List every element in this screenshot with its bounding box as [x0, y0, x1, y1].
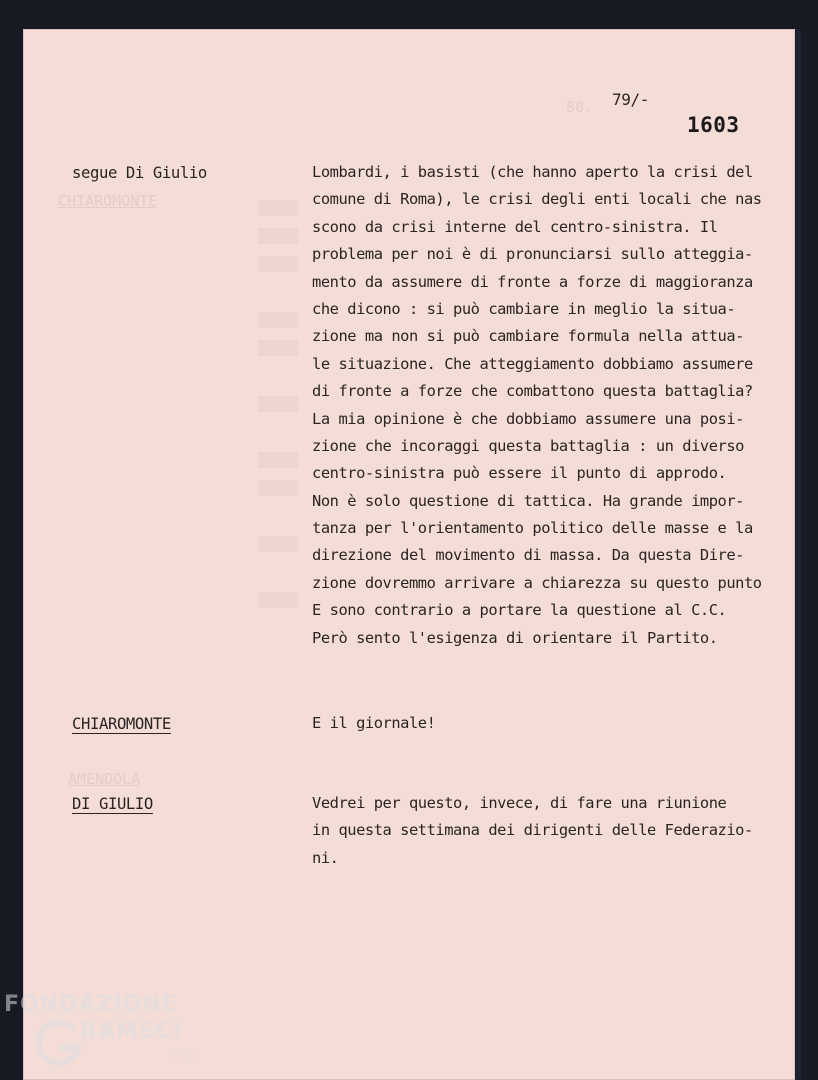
speaker-label: DI GIULIO [72, 795, 153, 813]
text-line: tanza per l'orientamento politico delle masse e la [312, 519, 753, 538]
text-line: E sono contrario a portare la questione al C.C. [312, 601, 727, 620]
speech-text [312, 790, 753, 872]
text-line: le situazione. Che atteggiamento dobbiamo assumere [312, 354, 753, 373]
speaker-label: CHIAROMONTE [72, 715, 171, 733]
text-line: scono da crisi interne del centro-sinistra. Il [312, 217, 718, 236]
speaker-label: segue Di Giulio [72, 164, 207, 182]
text-line: E il giornale! [312, 714, 436, 732]
fondazione-gramsci-watermark [4, 992, 204, 1072]
show-through-heading-2: AMENDOLA [68, 770, 141, 788]
gramsci-g-logo-icon [34, 1018, 84, 1068]
watermark-line-2: RAMSCI [80, 1019, 183, 1044]
show-through-mark [258, 340, 298, 356]
show-through-mark [258, 256, 298, 272]
show-through-number: 80. [566, 98, 594, 116]
show-through-mark [258, 592, 298, 608]
text-line: La mia opinione è che dobbiamo assumere una posi- [312, 409, 744, 428]
text-line: comune di Roma), le crisi degli enti locali che nas [312, 190, 762, 209]
show-through-mark [258, 228, 298, 244]
text-line: zione ma non si può cambiare formula nella attua- [312, 327, 744, 346]
text-line: ni. [312, 848, 339, 867]
text-line: zione che incoraggi questa battaglia : un diverso [312, 436, 744, 455]
text-line: mento da assumere di fronte a forze di maggioranza [312, 272, 753, 291]
watermark-suffix: Onlus [168, 1050, 194, 1060]
speech-text [312, 159, 762, 652]
archive-stamp-number: 1603 [687, 113, 740, 137]
text-line: Vedrei per questo, invece, di fare una riunione [312, 794, 727, 812]
show-through-mark [258, 536, 298, 552]
text-line: di fronte a forze che combattono questa battaglia? [312, 382, 753, 401]
text-line: che dicono : si può cambiare in meglio la situa- [312, 299, 736, 318]
show-through-mark [258, 396, 298, 412]
show-through-mark [258, 480, 298, 496]
text-line: in questa settimana dei dirigenti delle Federazio- [312, 821, 753, 840]
text-line: Però sento l'esigenza di orientare il Partito. [312, 628, 718, 647]
show-through-heading: CHIAROMONTE [58, 192, 158, 210]
text-line: problema per noi è di pronunciarsi sullo atteggia- [312, 245, 753, 264]
text-line: zione dovremmo arrivare a chiarezza su questo punto [312, 573, 762, 592]
show-through-mark [258, 312, 298, 328]
text-line: direzione del movimento di massa. Da questa Dire- [312, 546, 744, 565]
show-through-mark [258, 200, 298, 216]
text-line: Lombardi, i basisti (che hanno aperto la crisi del [312, 163, 753, 181]
watermark-line-1: FONDAZIONE [4, 992, 178, 1017]
text-line: centro-sinistra può essere il punto di approdo. [312, 464, 727, 483]
show-through-mark [258, 452, 298, 468]
paper-edge [795, 29, 801, 1080]
speech-text [312, 710, 435, 737]
page-number: 79/- [612, 90, 649, 109]
text-line: Non è solo questione di tattica. Ha grande impor- [312, 491, 744, 510]
